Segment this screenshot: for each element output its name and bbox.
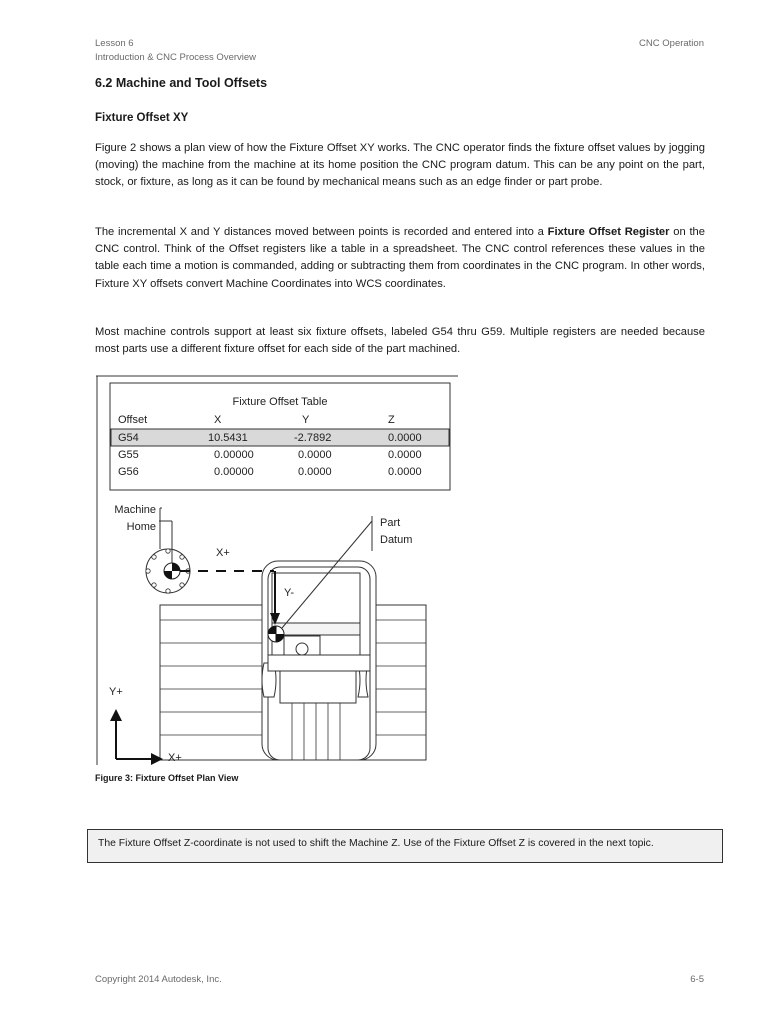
y-plus-axis-label: Y+: [109, 686, 123, 698]
part-datum-label-line1: Part: [380, 517, 401, 529]
x-plus-top-label: X+: [216, 547, 230, 559]
x-plus-axis-label: X+: [168, 752, 182, 764]
paragraph-1: Figure 2 shows a plan view of how the Fixture Offset XY works. The CNC operator finds the fixture offset values by jogging (moving) the machine from the machine at its home position the CNC program datum. This can be any point on the part, stock, or fixture, as long as it can be found by mechanical means such as an edge finder or part probe.: [95, 142, 705, 189]
table-cell-z: 0.0000: [388, 449, 422, 461]
table-title: Fixture Offset Table: [232, 396, 328, 408]
column-header-offset: Offset: [118, 414, 148, 426]
column-header-y: Y: [302, 414, 310, 426]
part-datum-symbol: [268, 626, 284, 642]
fixture-offset-diagram: [96, 375, 458, 765]
y-axis-arrowhead: [110, 709, 122, 721]
table-cell-z: 0.0000: [388, 466, 422, 478]
header-course: Introduction & CNC Process Overview: [95, 52, 257, 63]
subsection-title: Fixture Offset XY: [95, 112, 189, 124]
column-header-x: X: [214, 414, 222, 426]
paragraph-2-start: The incremental X and Y distances moved between points is recorded and entered into a: [95, 226, 548, 238]
table-cell-offset: G55: [118, 449, 139, 461]
machine-home-label-line1: Machine: [114, 504, 156, 516]
part-datum-label-line2: Datum: [380, 534, 413, 546]
note-box: [87, 829, 723, 863]
footer-copyright: Copyright 2014 Autodesk, Inc.: [95, 974, 222, 985]
figure-caption: Figure 3: Fixture Offset Plan View: [95, 773, 239, 783]
paragraph-3: Most machine controls support at least six fixture offsets, labeled G54 thru G59. Multiple registers are needed because most parts use a different fixture offset for each side of the part machined.: [95, 326, 705, 356]
table-cell-offset: G56: [118, 466, 139, 478]
header-section: CNC Operation: [639, 38, 704, 49]
table-cell-y: 0.0000: [298, 466, 332, 478]
table-cell-y: 0.0000: [298, 449, 332, 461]
workpiece-hole: [296, 643, 308, 655]
footer-page-number: 6-5: [690, 974, 704, 985]
y-minus-label: Y-: [284, 587, 294, 599]
paragraph-2-bold-term: Fixture Offset Register: [547, 226, 670, 238]
cross-rail: [268, 655, 370, 671]
table-cell-offset: G54: [118, 432, 139, 444]
machine-home-label-line2: Home: [126, 521, 156, 533]
table-cell-x: 0.00000: [214, 449, 254, 461]
section-title: 6.2 Machine and Tool Offsets: [95, 76, 268, 90]
header-lesson: Lesson 6: [95, 38, 134, 49]
table-cell-z: 0.0000: [388, 432, 422, 444]
paragraph-2-end: on the CNC control. Think of the Offset registers like a table in a spreadsheet. The CNC control references these values in the table each time a motion is commanded, adding or subtracting them from coordinates in the CNC program. In other words, Fixture XY offsets convert Machine Coordinates into WCS coordinates.: [95, 226, 705, 290]
fixture-offset-figure: [96, 375, 458, 765]
page-header-left: [95, 37, 256, 65]
axis-triad: [110, 709, 163, 765]
note-text: The Fixture Offset Z-coordinate is not used to shift the Machine Z. Use of the Fixture Offset Z is covered in the next topic.: [98, 838, 654, 849]
table-cell-x: 10.5431: [208, 432, 248, 444]
paragraph-2: [95, 224, 705, 293]
fixture-offset-table: [110, 383, 450, 490]
table-saddle-block: [280, 669, 356, 703]
table-cell-x: 0.00000: [214, 466, 254, 478]
table-cell-y: -2.7892: [294, 432, 332, 444]
column-header-z: Z: [388, 414, 395, 426]
